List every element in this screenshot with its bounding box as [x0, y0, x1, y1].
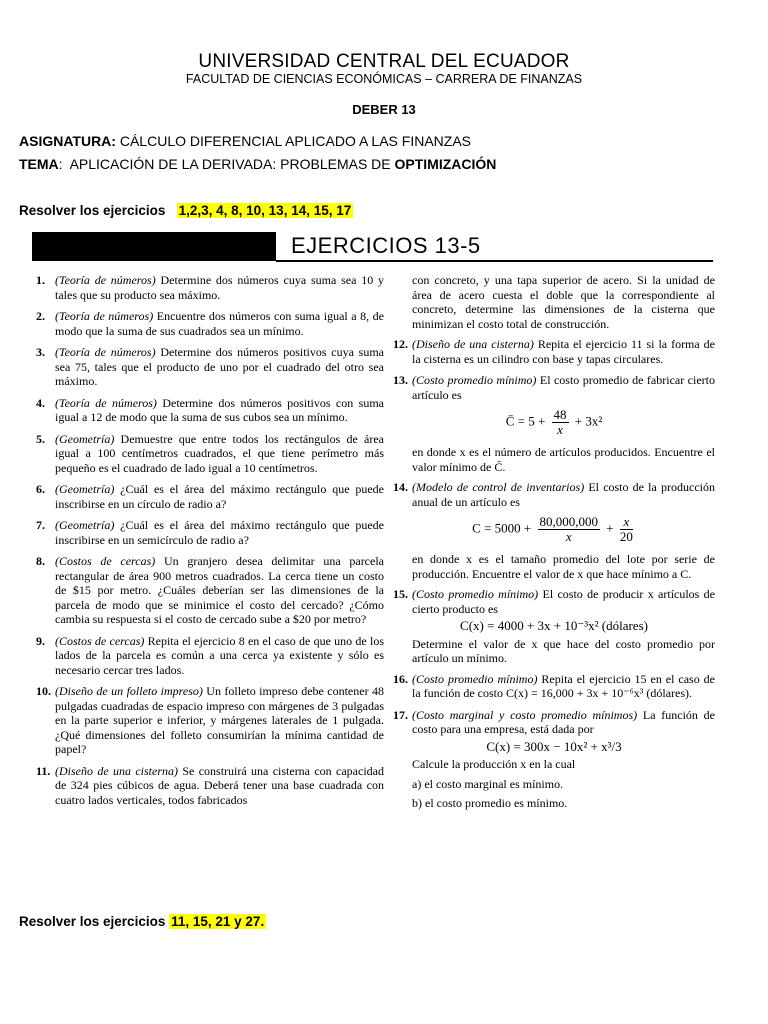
- exercise-tag: (Geometría): [55, 431, 115, 446]
- exercise-number: 7.: [36, 518, 45, 532]
- topic-line: [19, 156, 496, 172]
- exercise-number: 5.: [36, 431, 45, 446]
- exercise-tag: (Costos de cercas): [55, 633, 145, 648]
- resolver-second-items: 11, 15, 21 y 27.: [171, 914, 265, 929]
- formula-inventory-cost: [393, 515, 715, 544]
- exercise-14: [393, 480, 715, 509]
- exercise-text: Se construirá una cisterna con capacidad de 324 pies cúbicos de agua. Deberá tener una base cuadrada con cuatro lados verticales, todos fabricados: [55, 763, 384, 807]
- formula-left: C̄ = 5 +: [505, 413, 546, 429]
- exercise-number: 10.: [36, 684, 51, 698]
- exercise-16: [393, 672, 715, 701]
- resolver-first: [19, 203, 353, 218]
- section-title: EJERCICIOS 13-5: [291, 233, 481, 258]
- formula-left: C = 5000 +: [472, 520, 532, 536]
- resolver-second: [19, 914, 266, 929]
- exercises-left-column: [36, 273, 384, 814]
- exercise-17-after: Calcule la producción x en la cual: [412, 757, 576, 771]
- subject-line: [19, 133, 471, 149]
- exercise-tag: (Diseño de una cisterna): [412, 337, 534, 351]
- exercise-tag: (Teoría de números): [55, 345, 156, 359]
- exercise-4: [36, 396, 384, 425]
- exercise-tag: (Teoría de números): [55, 395, 157, 410]
- exercise-7: [36, 518, 384, 547]
- exercise-11: [36, 764, 384, 808]
- exercise-15-after: Determine el valor de x que hace del costo promedio por artículo un mínimo.: [412, 636, 715, 665]
- exercise-number: 12.: [393, 337, 408, 351]
- fraction-denominator: x: [557, 422, 563, 437]
- formula-firm-cost: C(x) = 300x − 10x² + x³/3: [486, 738, 622, 754]
- exercise-17: [393, 708, 715, 737]
- exercise-number: 9.: [36, 633, 45, 648]
- exercise-tag: (Modelo de control de inventarios): [412, 480, 585, 494]
- exercise-text: Repita el ejercicio 8 en el caso de que uno de los lados de la parcela es común a una cerca ya existente y sólo es necesario cercar tres lados.: [55, 633, 385, 677]
- exercise-number: 13.: [393, 373, 408, 387]
- fraction-denominator: x: [565, 529, 572, 544]
- exercise-number: 15.: [393, 587, 408, 601]
- exercise-number: 8.: [36, 554, 45, 568]
- section-header-box: [276, 232, 713, 262]
- exercise-text: Demuestre que entre todos los rectángulos de área igual a 100 centímetros cuadrados, el que tiene perímetro más pequeño es el cuadrado de lado igual a 10 centímetros.: [55, 431, 384, 475]
- exercise-tag: (Diseño de una cisterna): [55, 763, 179, 778]
- exercise-text: Determine dos números positivos con suma igual a 12 de modo que la suma de sus cubos sea un mínimo.: [55, 395, 384, 424]
- exercise-2: [36, 309, 384, 338]
- exercise-5: [36, 432, 384, 476]
- exercise-number: 14.: [393, 480, 408, 494]
- exercise-tag: (Teoría de números): [55, 309, 154, 323]
- exercise-tag: (Costo promedio mínimo): [412, 587, 539, 601]
- topic-bold: OPTIMIZACIÓN: [394, 156, 497, 172]
- fraction: [620, 515, 633, 544]
- exercise-9: [36, 634, 384, 678]
- fraction: [538, 515, 601, 544]
- exercise-1: [36, 273, 384, 302]
- faculty-subtitle: FACULTAD DE CIENCIAS ECONÓMICAS – CARRERA DE FINANZAS: [185, 72, 583, 86]
- exercise-text: Determine dos números positivos cuya suma sea 75, tales que el producto de uno por el cuadrado del otro sea máximo.: [55, 345, 384, 388]
- exercise-13: [393, 373, 715, 402]
- exercise-number: 16.: [393, 671, 408, 686]
- formula-right: + 3x²: [574, 413, 603, 429]
- formula-plus: +: [606, 520, 614, 536]
- exercise-text: Un folleto impreso debe contener 48 pulgadas cuadradas de espacio impreso con márgenes de 3 pulgadas en la parte superior e inferior, y márgenes laterales de 1 pulgada. ¿Qué dimensiones del folleto consumirían la mínima cantidad de papel?: [55, 684, 384, 756]
- exercise-number: 11.: [36, 763, 51, 778]
- exercise-8: [36, 554, 384, 627]
- exercise-6: [36, 482, 384, 511]
- exercise-text: El costo de producir x artículos de cierto producto es: [412, 587, 715, 616]
- exercise-text: ¿Cuál es el área del máximo rectángulo que puede inscribirse en un círculo de radio a?: [55, 482, 384, 511]
- subject-label: ASIGNATURA:: [19, 133, 116, 149]
- exercise-14-after: en donde x es el tamaño promedio del lote por serie de producción. Encuentre el valor de x que hace mínimo a C.: [412, 552, 715, 581]
- exercise-number: 4.: [36, 395, 45, 410]
- formula-average-cost: [393, 408, 715, 437]
- exercise-3: [36, 345, 384, 389]
- exercise-text: El costo de la producción anual de un artículo es: [412, 480, 715, 509]
- exercise-text: Determine dos números cuya suma sea 10 y tales que su producto sea máximo.: [55, 273, 384, 302]
- exercise-number: 1.: [36, 273, 45, 287]
- subject-value: CÁLCULO DIFERENCIAL APLICADO A LAS FINANZAS: [119, 133, 472, 149]
- university-title: UNIVERSIDAD CENTRAL DEL ECUADOR: [198, 51, 570, 72]
- resolver-first-label: Resolver los ejercicios: [19, 203, 166, 218]
- exercise-tag: (Geometría): [55, 518, 115, 532]
- exercise-tag: (Costo marginal y costo promedio mínimos): [412, 707, 638, 722]
- assignment-title: DEBER 13: [352, 102, 416, 117]
- exercise-text: La función de costo para una empresa, está dada por: [412, 707, 715, 736]
- exercise-13-after: en donde x es el número de artículos producidos. Encuentre el valor mínimo de C̄.: [412, 445, 715, 474]
- exercise-17-part-b: b) el costo promedio es mínimo.: [412, 796, 568, 810]
- exercise-15: [393, 587, 715, 616]
- exercise-number: 3.: [36, 345, 45, 359]
- exercise-text: El costo promedio de fabricar cierto artículo es: [412, 373, 715, 402]
- exercises-right-column: [393, 273, 715, 816]
- exercise-text: Repita el ejercicio 11 si la forma de la cisterna es un cilindro con base y tapas circulares.: [412, 337, 716, 366]
- exercise-tag: (Costos de cercas): [55, 554, 156, 568]
- fraction-numerator: x: [620, 515, 633, 530]
- exercise-number: 2.: [36, 309, 45, 323]
- topic-label: TEMA: [19, 156, 59, 172]
- exercise-number: 17.: [393, 707, 408, 722]
- fraction-numerator: 48: [553, 407, 567, 422]
- exercise-17-part-a: a) el costo marginal es mínimo.: [412, 776, 564, 791]
- topic-value: : APLICACIÓN DE LA DERIVADA: PROBLEMAS DE: [58, 156, 395, 172]
- formula-production-cost: C(x) = 4000 + 3x + 10⁻³x² (dólares): [460, 618, 648, 633]
- fraction: [552, 408, 569, 437]
- exercise-tag: (Costo promedio mínimo): [412, 671, 538, 686]
- exercise-text: Encuentre dos números con suma igual a 8, de modo que la suma de sus cuadrados sea un mínimo.: [55, 309, 385, 338]
- exercise-text: ¿Cuál es el área del máximo rectángulo que puede inscribirse en un semicírculo de radio a?: [55, 518, 384, 547]
- resolver-second-label: Resolver los ejercicios: [19, 914, 166, 929]
- exercise-tag: (Diseño de un folleto impreso): [55, 684, 203, 698]
- fraction-numerator: 80,000,000: [539, 514, 598, 529]
- section-header-bar: [32, 232, 713, 261]
- resolver-first-items: 1,2,3, 4, 8, 10, 13, 14, 15, 17: [178, 203, 352, 218]
- exercise-tag: (Geometría): [55, 482, 115, 496]
- exercise-12: [393, 337, 715, 366]
- fraction-denominator: 20: [619, 529, 633, 544]
- exercise-10: [36, 684, 384, 757]
- exercise-tag: (Teoría de números): [55, 273, 156, 287]
- exercise-text: Repita el ejercicio 15 en el caso de la función de costo C(x) = 16,000 + 3x + 10⁻⁶x³ (dólares).: [412, 671, 716, 700]
- exercise-number: 6.: [36, 482, 45, 496]
- exercise-tag: (Costo promedio mínimo): [412, 373, 537, 387]
- exercise-11-continuation: con concreto, y una tapa superior de acero. Si la unidad de área de acero cuesta el doble que la correspondiente al concreto, determine las dimensiones de la cisterna que minimizan el costo total de construcción.: [412, 273, 715, 331]
- exercise-text: Un granjero desea delimitar una parcela rectangular de área 900 metros cuadrados. La cerca tiene un costo de $15 por metro. ¿Cuáles deberían ser las dimensiones de la parcela de modo que se minimice el costo del cercado? ¿Cómo cambia su respuesta si el costo de cercado sube a $20 por metro?: [55, 554, 384, 626]
